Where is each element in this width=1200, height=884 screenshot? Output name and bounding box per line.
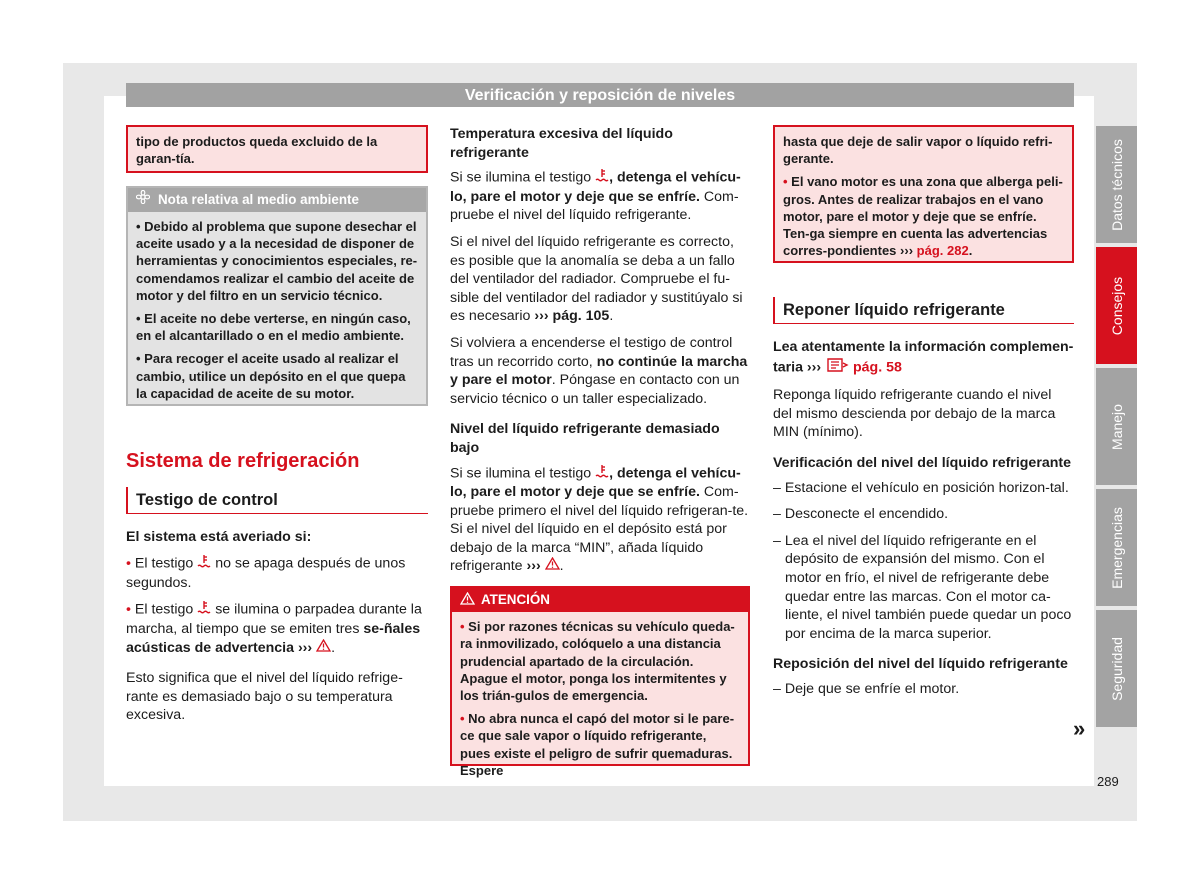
column-2 bbox=[450, 125, 750, 778]
warning-triangle-icon[interactable] bbox=[545, 557, 560, 576]
low-level-paragraph: Si se ilumina el testigo , detenga el vehícu-lo, pare el motor y deje que se enfríe. Com-pruebe primero el nivel del líquido refrigeran-te. Si el nivel del líquido en el depósito está por debajo de la marca “MIN”, añada líquido refrigerante ››› . bbox=[450, 465, 749, 575]
fault-heading: El sistema está averiado si: bbox=[126, 528, 312, 545]
attention-item: • No abra nunca el capó del motor si le pare-ce que sale vapor o líquido refrigerante, pues existe el peligro de sufrir quemaduras. Espere bbox=[460, 711, 735, 778]
fault-bullet-2: • El testigo se ilumina o parpadea durante la marcha, al tiempo que se emiten tres se-ñales acústicas de advertencia ››› . bbox=[126, 601, 422, 656]
environment-note-box bbox=[126, 186, 428, 406]
check-heading: Verificación del nivel del líquido refrigerante bbox=[773, 454, 1072, 471]
environment-note-title: Nota relativa al medio ambiente bbox=[158, 192, 359, 207]
page-ref-link[interactable]: pág. 58 bbox=[852, 359, 902, 376]
coolant-warning-icon bbox=[197, 600, 211, 620]
refill-heading: Reposición del nivel del líquido refrigerante bbox=[773, 656, 1068, 673]
stop-paragraph: Si volviera a encenderse el testigo de control tras un recorrido corto, no continúe la marcha y pare el motor. Póngase en contacto con un servicio técnico o un taller especializado. bbox=[450, 334, 748, 407]
env-item: • El aceite no debe verterse, en ningún caso, en el alcantarillado o en el medio ambiente. bbox=[136, 311, 411, 344]
fault-bullet-1: • El testigo no se apaga después de unos segundos. bbox=[126, 555, 406, 591]
page-ref-link[interactable]: pág. 282 bbox=[916, 243, 969, 259]
page-ref-link[interactable]: pág. 105 bbox=[552, 308, 610, 325]
tab-seguridad[interactable]: Seguridad bbox=[1096, 610, 1137, 727]
refill-section-title: Reponer líquido refrigerante bbox=[773, 297, 1074, 324]
read-note: Lea atentamente la información complemen-taria ››› pág. 58 bbox=[773, 338, 1074, 378]
attention-title: ATENCIÓN bbox=[481, 592, 550, 608]
page-number: 289 bbox=[1097, 774, 1119, 789]
check-item: – Estacione el vehículo en posición horizon-tal. bbox=[773, 479, 1069, 496]
section-title: Sistema de refrigeración bbox=[126, 450, 360, 472]
warning-continuation-text: hasta que deje de salir vapor o líquido refri-gerante. bbox=[783, 134, 1053, 167]
fan-paragraph: Si el nivel del líquido refrigerante es correcto, es posible que la anomalía se deba a un fallo del ventilador del radiador. Compruebe el fu-sible del ventilador del radiador y sustitúyalo si es necesario ››› pág. 105. bbox=[450, 233, 743, 325]
tab-datos-tecnicos[interactable]: Datos técnicos bbox=[1096, 126, 1137, 243]
coolant-warning-icon bbox=[595, 464, 609, 484]
warning-continuation-box bbox=[773, 125, 1074, 263]
refill-intro: Reponga líquido refrigerante cuando el nivel del mismo descienda por debajo de la marca MIN (mínimo). bbox=[773, 387, 1056, 441]
leaf-icon bbox=[136, 188, 150, 212]
env-item: • Debido al problema que supone desechar el aceite usado y a la necesidad de disponer de herramientas y conocimientos especiales, re-comendamos realizar el cambio del aceite de motor y del filtro en un servicio técnico. bbox=[136, 219, 418, 303]
overheat-paragraph: Si se ilumina el testigo , detenga el vehícu-lo, pare el motor y deje que se enfríe. Com-pruebe el nivel del líquido refrigerante. bbox=[450, 169, 741, 224]
attention-header bbox=[452, 588, 748, 612]
check-item: – Desconecte el encendido. bbox=[773, 506, 949, 523]
column-1 bbox=[126, 125, 428, 733]
subsection-title: Testigo de control bbox=[126, 487, 428, 514]
warning-triangle-icon bbox=[460, 589, 475, 613]
environment-note-header bbox=[128, 188, 426, 212]
env-item: • Para recoger el aceite usado al realizar el cambio, utilice un depósito en el que quepa la capacidad de aceite de su motor. bbox=[136, 351, 406, 401]
page-header: Verificación y reposición de niveles bbox=[126, 83, 1074, 107]
low-level-heading: Nivel del líquido refrigerante demasiado bajo bbox=[450, 421, 720, 456]
column-3 bbox=[773, 125, 1074, 707]
tab-emergencias[interactable]: Emergencias bbox=[1096, 489, 1137, 606]
overheat-heading: Temperatura excesiva del líquido refrigerante bbox=[450, 126, 673, 161]
attention-item: • Si por razones técnicas su vehículo queda-ra inmovilizado, colóquelo a una distancia prudencial apartado de la circulación. Apague el motor, ponga los intermitentes y los trián-gulos de emergencia. bbox=[460, 619, 735, 703]
check-item: – Lea el nivel del líquido refrigerante en el depósito de expansión del mismo. Con el motor en frío, el nivel de refrigerante debe quedar entre las marcas. Con el motor ca-liente, el nivel también puede quedar un poco por encima de la marca superior. bbox=[773, 532, 1072, 642]
coolant-warning-icon bbox=[595, 168, 609, 188]
warning-item: • El vano motor es una zona que alberga peli-gros. Antes de realizar trabajos en el vano motor, pare el motor y deje que se enfríe. Ten-ga siempre en cuenta las advertencias corres-pondientes ››› pág. 282. bbox=[783, 174, 1063, 259]
chevron-right-double-icon[interactable]: » bbox=[1073, 716, 1086, 741]
warning-triangle-icon[interactable] bbox=[316, 639, 331, 658]
tab-consejos[interactable]: Consejos bbox=[1096, 247, 1137, 364]
book-icon[interactable] bbox=[825, 357, 849, 379]
warning-continuation-text: tipo de productos queda excluido de la garan-tía. bbox=[136, 134, 378, 167]
refill-item: – Deje que se enfríe el motor. bbox=[773, 680, 960, 697]
attention-box bbox=[450, 586, 750, 778]
coolant-warning-icon bbox=[197, 554, 211, 574]
tab-manejo[interactable]: Manejo bbox=[1096, 368, 1137, 485]
warning-continuation-box bbox=[126, 125, 428, 173]
meaning-text: Esto significa que el nivel del líquido refrige-rante es demasiado bajo o su temperatura excesiva. bbox=[126, 670, 403, 724]
